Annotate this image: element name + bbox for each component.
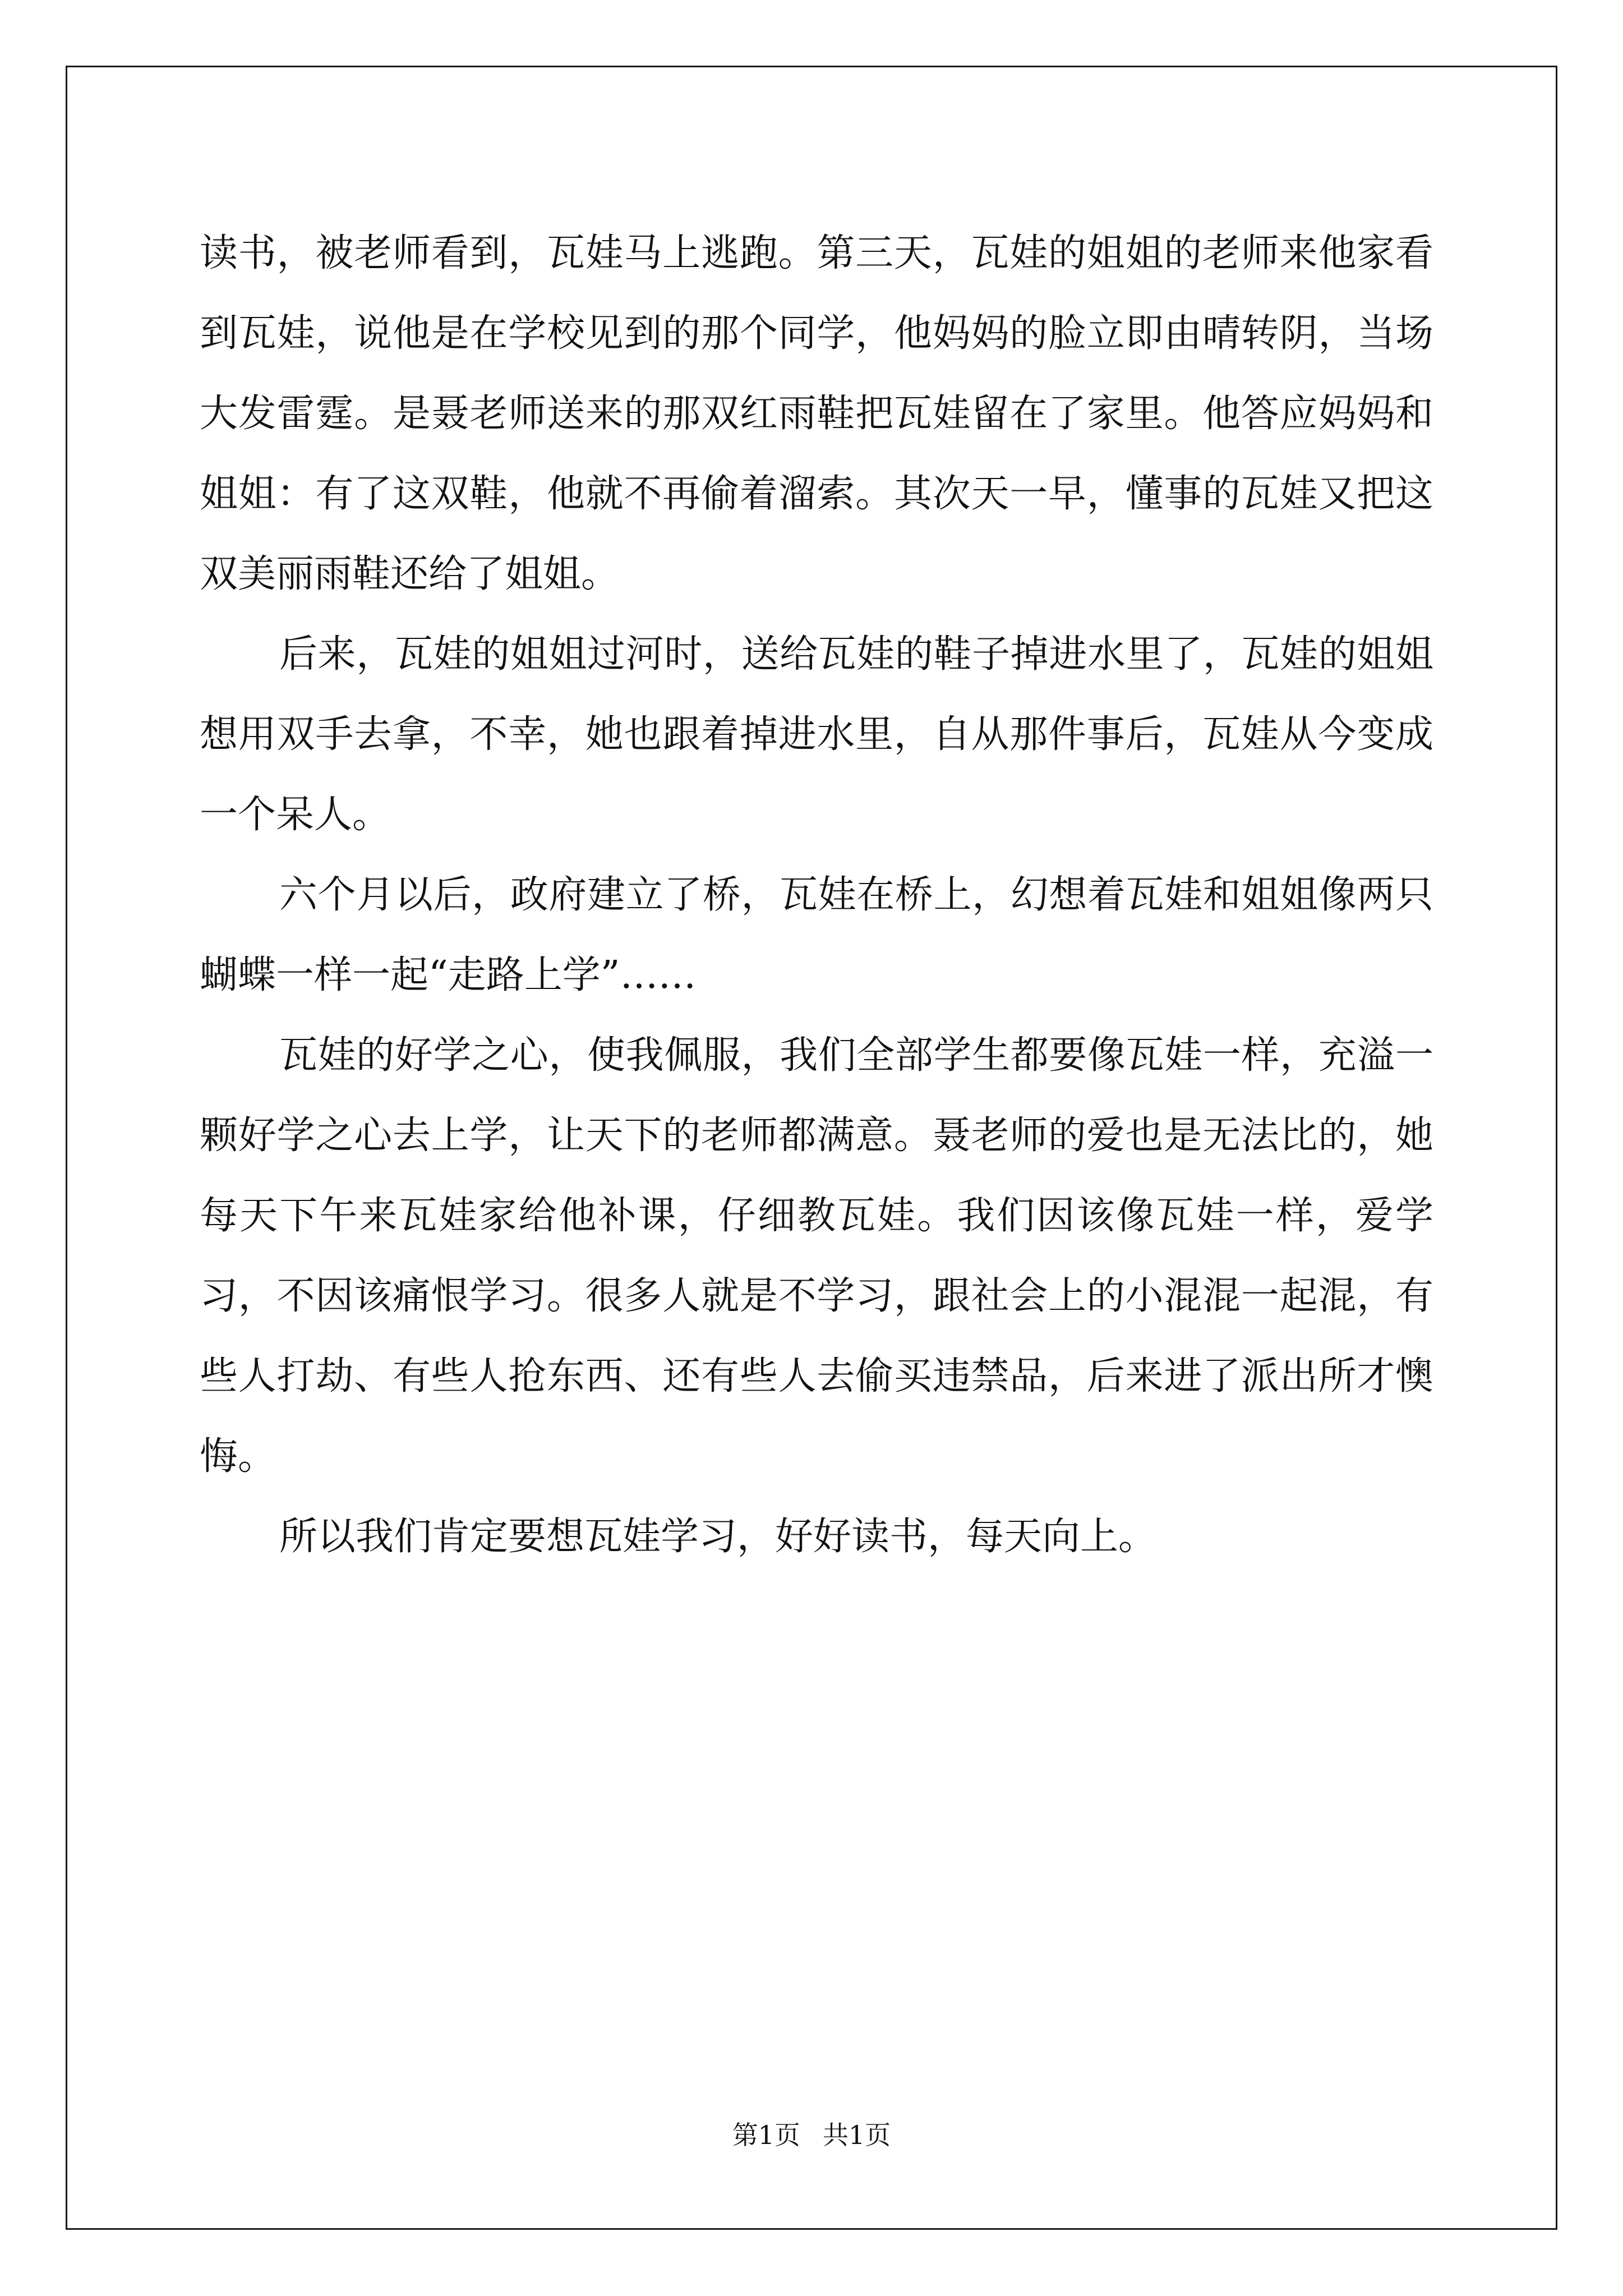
document-body [200, 213, 1433, 1577]
page-total: 共1页 [823, 2120, 891, 2150]
paragraph: 所以我们肯定要想瓦娃学习，好好读书，每天向上。 [279, 1515, 1157, 1559]
paragraph: 瓦娃的好学之心，使我佩服，我们全部学生都要像瓦娃一样，充溢一颗好学之心去上学，让天下的老师都满意。聂老师的爱也是无法比的，她每天下午来瓦娃家给他补课，仔细教瓦娃。我们因该像瓦娃一样，爱学习，不因该痛恨学习。很多人就是不学习，跟社会上的小混混一起混，有些人打劫、有些人抢东西、还有些人去偷买违禁品，后来进了派出所才懊悔。 [200, 1033, 1433, 1479]
page-number: 第1页 [732, 2120, 800, 2150]
page-footer [0, 2115, 1623, 2152]
paragraph: 读书，被老师看到，瓦娃马上逃跑。第三天，瓦娃的姐姐的老师来他家看到瓦娃，说他是在学校见到的那个同学，他妈妈的脸立即由晴转阴，当场大发雷霆。是聂老师送来的那双红雨鞋把瓦娃留在了家里。他答应妈妈和姐姐：有了这双鞋，他就不再偷着溜索。其次天一早，懂事的瓦娃又把这双美丽雨鞋还给了姐姐。 [200, 231, 1433, 596]
paragraph: 六个月以后，政府建立了桥，瓦娃在桥上，幻想着瓦娃和姐姐像两只蝴蝶一样一起“走路上学”…… [200, 873, 1433, 997]
paragraph: 后来，瓦娃的姐姐过河时，送给瓦娃的鞋子掉进水里了，瓦娃的姐姐想用双手去拿，不幸，她也跟着掉进水里，自从那件事后，瓦娃从今变成一个呆人。 [200, 632, 1433, 837]
